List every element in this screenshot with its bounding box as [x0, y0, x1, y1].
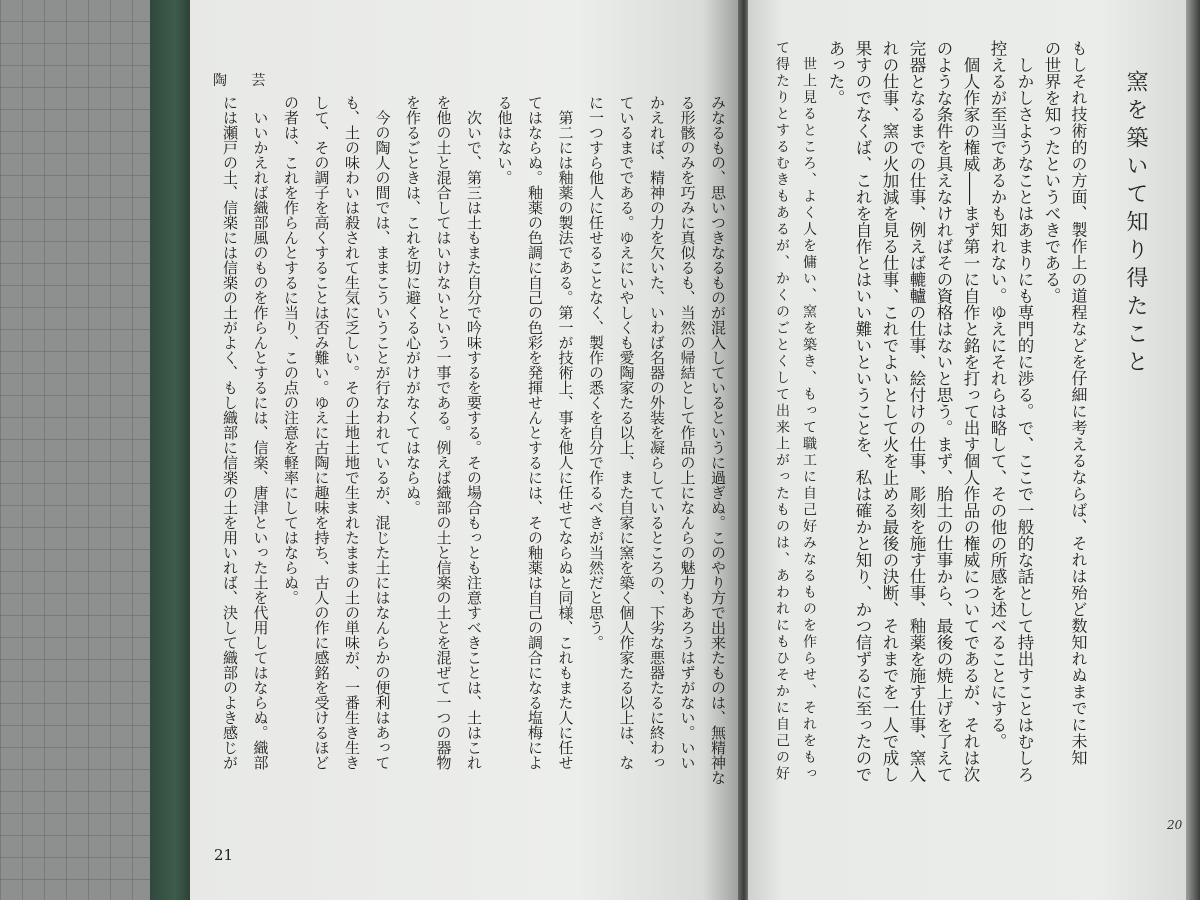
text-column: 控えるが至当であるかも知れない。ゆえにそれらは略して、その他の所感を述べることにする。 — [988, 40, 1007, 750]
text-column: れの仕事、窯の火加減を見る仕事、これでよいとして火を止める最後の決断、それまでを一人で成し — [880, 40, 899, 783]
text-column: 次いで、第三は土もまた自分で吟味するを要する。その場合もっとも注意すべきことは、土はこれ — [465, 95, 483, 770]
chapter-title: 窯を築いて知り得たこと — [1123, 70, 1148, 378]
text-column: みなるもの、思いつきなるものが混入しているというに過ぎぬ。このやり方で出来たものは、無精神な — [709, 95, 727, 785]
text-column: 完器となるまでの仕事、例えば轆轤の仕事、絵付けの仕事、彫刻を施す仕事、釉薬を施す仕事、窯入 — [907, 40, 926, 783]
text-column: には瀬戸の土、信楽には信楽の土がよく、もし織部に信楽の土を用いれば、決して織部のよき感じが — [221, 95, 239, 770]
text-column: あった。 — [826, 40, 845, 106]
text-column: て得たりとするむきもあるが、かくのごとくして出来上がったものは、あわれにもひそかに自己の好 — [774, 40, 790, 783]
running-header: 陶 芸 — [213, 73, 276, 89]
text-column: 第二には釉薬の製法である。第一が技術上、事を他人に任せてならぬと同様、これもまた人に任せ — [556, 95, 575, 770]
text-column: を他の土と混合してはいけないという一事である。例えば織部の土と信楽の土とを混ぜて一つの器物 — [434, 95, 453, 770]
text-column: てはならぬ。釉薬の色調に自己の色彩を発揮せんとするには、その釉薬は自己の調合になる塩梅によ — [526, 95, 544, 770]
text-column: の者は、これを作らんとするに当り、この点の注意を軽率にしてはならぬ。 — [282, 95, 300, 605]
text-column: しかしさようなことはあまりにも専門的に渉る。で、ここで一般的な話として持出すことはむしろ — [1015, 40, 1034, 783]
text-column: る形骸のみを巧みに真似るも、当然の帰結として作品の上になんらの魅力もあろうはずがない。いい — [678, 95, 697, 770]
text-column: のような条件を具えなければその資格はないと思う。まず、胎土の仕事から、最後の焼上げを了えて — [934, 40, 953, 783]
text-column: 果すのでなくば、これを自作とはいい難いということを、私は確かと知り、かつ信ずるに至ったので — [853, 40, 872, 783]
text-column: に一つすら他人に任せることなく、製作の悉くを自分で作るべきが当然だと思う。 — [587, 95, 605, 650]
text-column: 今の陶人の間では、ままこういうことが行なわれているが、混じた土にはなんらかの便利はあって — [373, 95, 392, 770]
text-column: いいかえれば織部風のものを作らんとするには、信楽、唐津といった土を代用してはならぬ。織部 — [251, 95, 270, 770]
page-number-left: 21 — [214, 846, 234, 864]
book-cover-edge — [150, 0, 192, 900]
right-page-body — [757, 40, 1092, 845]
text-column: して、その調子を高くすることは否み難い。ゆえに古陶に趣味を持ち、古人の作に感銘を受けるほど — [312, 95, 331, 770]
text-column: 個人作家の権威――まず第一に自作と銘を打って出す個人作品の権威についてであるが、それは次 — [961, 40, 980, 783]
desk-background — [0, 0, 160, 900]
text-column: も、土の味わいは殺されて生気に乏しい。その土地土地で生まれたままの土の単味が、一番生き生き — [343, 95, 361, 770]
text-column: を作るごときは、これを切に避くる心がけがなくてはならぬ。 — [404, 95, 422, 515]
page-number-right: 20 — [1167, 818, 1183, 832]
page-stack-edge — [1186, 0, 1200, 900]
text-column: の世界を知ったというべきである。 — [1042, 40, 1061, 304]
left-page-body — [203, 95, 733, 835]
text-column: 世上見るところ、よく人を傭い、窯を築き、もって職工に自己好みなるものを作らせ、それをもっ — [801, 40, 817, 783]
text-column: かえれば、精神の力を欠いた、いわば名器の外装を凝らしているところの、下劣な悪器たるに終わっ — [648, 95, 666, 770]
text-column: る他はない。 — [495, 95, 514, 185]
text-column: もしそれ技術的の方面、製作上の道程などを仔細に考えるならば、それは殆ど数知れぬまでに未知 — [1069, 40, 1088, 766]
text-column: ているまでである。ゆえにいやしくも愛陶家たる以上、また自家に窯を築く個人作家たる以上は、な — [617, 95, 636, 770]
